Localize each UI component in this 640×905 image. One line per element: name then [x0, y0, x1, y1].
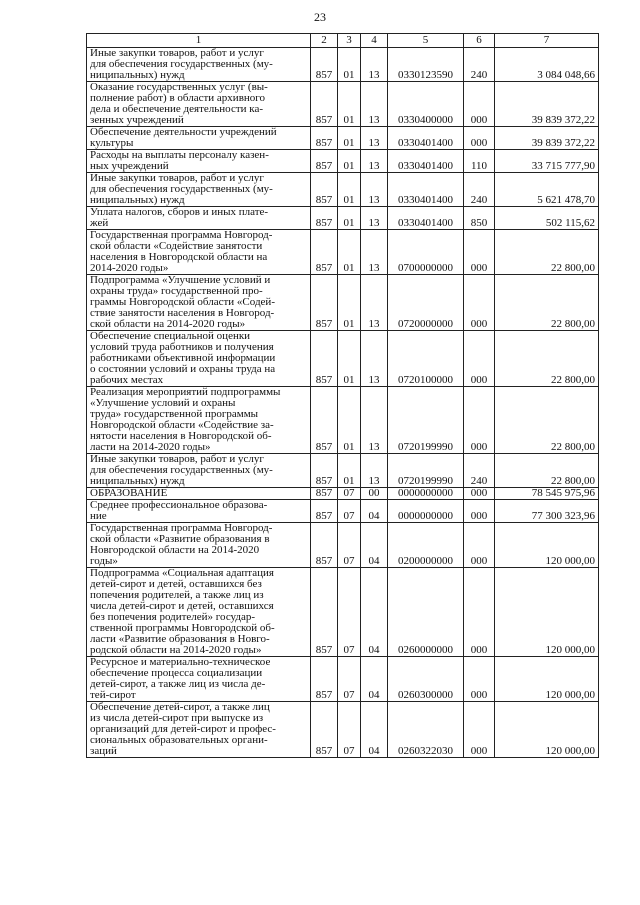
description-line: труда» государственной программы — [90, 408, 259, 420]
subsection-code-cell: 13 — [361, 48, 388, 82]
section-code-cell: 07 — [338, 657, 361, 702]
description-line: ниципальных) нужд — [90, 194, 185, 206]
admin-code-cell: 857 — [311, 150, 338, 173]
description-line: организаций для детей-сирот и профес- — [90, 723, 276, 735]
row-description — [87, 48, 311, 82]
admin-code-cell: 857 — [311, 82, 338, 127]
amount-cell: 22 800,00 — [495, 331, 599, 387]
section-code-cell: 07 — [338, 568, 361, 657]
table-row — [87, 275, 599, 331]
subsection-code-cell: 13 — [361, 127, 388, 150]
description-line: годы» — [90, 555, 118, 567]
description-line: для обеспечения государственных (му- — [90, 183, 273, 195]
description-line: Новгородской области на 2014-2020 — [90, 544, 260, 556]
target-article-cell: 0260300000 — [388, 657, 464, 702]
description-line: обеспечение процесса социализации — [90, 667, 263, 679]
description-line: ласти «Развитие образования в Новго- — [90, 633, 270, 645]
column-header: 1 — [87, 34, 311, 48]
description-line: детей-сирот, а также лиц из числа де- — [90, 678, 266, 690]
description-line: ниципальных) нужд — [90, 69, 185, 81]
admin-code-cell: 857 — [311, 702, 338, 758]
section-code-cell: 01 — [338, 150, 361, 173]
row-description — [87, 127, 311, 150]
description-line: Обеспечение специальной оценки — [90, 330, 251, 342]
amount-cell: 502 115,62 — [495, 207, 599, 230]
target-article-cell: 0330400000 — [388, 82, 464, 127]
column-header: 5 — [388, 34, 464, 48]
expense-type-cell: 000 — [464, 500, 495, 523]
description-line: граммы Новгородской области «Содей- — [90, 296, 275, 308]
row-description — [87, 568, 311, 657]
description-line: дела и обеспечение деятельности ка- — [90, 103, 263, 115]
target-article-cell: 0330401400 — [388, 173, 464, 207]
description-line: для обеспечения государственных (му- — [90, 58, 273, 70]
table-row — [87, 500, 599, 523]
admin-code-cell: 857 — [311, 568, 338, 657]
description-line: рабочих местах — [90, 374, 164, 386]
admin-code-cell: 857 — [311, 454, 338, 488]
target-article-cell: 0260000000 — [388, 568, 464, 657]
row-description — [87, 500, 311, 523]
column-header: 7 — [495, 34, 599, 48]
table-row — [87, 230, 599, 275]
table-row — [87, 48, 599, 82]
description-line: Уплата налогов, сборов и иных плате- — [90, 206, 269, 218]
target-article-cell: 0000000000 — [388, 500, 464, 523]
description-line: детей-сирот и детей, оставшихся без — [90, 578, 262, 590]
table-row — [87, 150, 599, 173]
amount-cell: 120 000,00 — [495, 568, 599, 657]
table-row — [87, 568, 599, 657]
table-row — [87, 702, 599, 758]
description-line: Обеспечение деятельности учреждений — [90, 126, 277, 138]
target-article-cell: 0200000000 — [388, 523, 464, 568]
description-line: Среднее профессиональное образова- — [90, 499, 268, 511]
expense-type-cell: 110 — [464, 150, 495, 173]
row-description — [87, 702, 311, 758]
section-code-cell: 01 — [338, 331, 361, 387]
description-line: культуры — [90, 137, 134, 149]
amount-cell: 22 800,00 — [495, 275, 599, 331]
section-code-cell: 07 — [338, 702, 361, 758]
description-line: населения в Новгородской области на — [90, 251, 268, 263]
subsection-code-cell: 13 — [361, 230, 388, 275]
section-code-cell: 01 — [338, 454, 361, 488]
admin-code-cell: 857 — [311, 488, 338, 500]
section-code-cell: 01 — [338, 387, 361, 454]
amount-cell: 33 715 777,90 — [495, 150, 599, 173]
expense-type-cell: 000 — [464, 568, 495, 657]
table-row — [87, 387, 599, 454]
description-line: без попечения родителей» государ- — [90, 611, 256, 623]
section-code-cell: 01 — [338, 127, 361, 150]
subsection-code-cell: 13 — [361, 82, 388, 127]
section-code-cell: 07 — [338, 523, 361, 568]
target-article-cell: 0330401400 — [388, 150, 464, 173]
row-description — [87, 150, 311, 173]
header-row — [87, 34, 599, 48]
description-line: Государственная программа Новгород- — [90, 229, 273, 241]
target-article-cell: 0720100000 — [388, 331, 464, 387]
description-line: ласти на 2014-2020 годы» — [90, 441, 211, 453]
description-line: Подпрограмма «Улучшение условий и — [90, 274, 271, 286]
amount-cell: 22 800,00 — [495, 387, 599, 454]
description-line: жей — [90, 217, 109, 229]
description-line: ниципальных) нужд — [90, 475, 185, 487]
subsection-code-cell: 13 — [361, 275, 388, 331]
column-header: 4 — [361, 34, 388, 48]
subsection-code-cell: 04 — [361, 523, 388, 568]
expense-type-cell: 850 — [464, 207, 495, 230]
subsection-code-cell: 13 — [361, 331, 388, 387]
admin-code-cell: 857 — [311, 48, 338, 82]
target-article-cell: 0720199990 — [388, 454, 464, 488]
subsection-code-cell: 04 — [361, 500, 388, 523]
table-row — [87, 207, 599, 230]
expense-type-cell: 000 — [464, 387, 495, 454]
admin-code-cell: 857 — [311, 657, 338, 702]
expense-type-cell: 000 — [464, 488, 495, 500]
row-description — [87, 275, 311, 331]
subsection-code-cell: 13 — [361, 387, 388, 454]
admin-code-cell: 857 — [311, 500, 338, 523]
expense-type-cell: 240 — [464, 48, 495, 82]
description-line: ствие занятости населения в Новгород- — [90, 307, 275, 319]
target-article-cell: 0000000000 — [388, 488, 464, 500]
amount-cell: 22 800,00 — [495, 454, 599, 488]
row-description — [87, 523, 311, 568]
expense-type-cell: 000 — [464, 230, 495, 275]
description-line: Подпрограмма «Социальная адаптация — [90, 567, 274, 579]
amount-cell: 22 800,00 — [495, 230, 599, 275]
row-description — [87, 488, 311, 500]
description-line: Иные закупки товаров, работ и услуг — [90, 453, 264, 465]
description-line: ской области «Развитие образования в — [90, 533, 270, 545]
admin-code-cell: 857 — [311, 523, 338, 568]
row-description — [87, 207, 311, 230]
admin-code-cell: 857 — [311, 127, 338, 150]
admin-code-cell: 857 — [311, 230, 338, 275]
expense-type-cell: 000 — [464, 331, 495, 387]
description-line: работниками объективной информации — [90, 352, 276, 364]
expense-type-cell: 000 — [464, 657, 495, 702]
expense-type-cell: 000 — [464, 275, 495, 331]
row-description — [87, 657, 311, 702]
description-line: Оказание государственных услуг (вы- — [90, 81, 268, 93]
description-line: условий труда работников и получения — [90, 341, 274, 353]
row-description — [87, 331, 311, 387]
description-line: Иные закупки товаров, работ и услуг — [90, 172, 264, 184]
subsection-code-cell: 04 — [361, 702, 388, 758]
section-code-cell: 01 — [338, 275, 361, 331]
row-description — [87, 230, 311, 275]
row-description — [87, 82, 311, 127]
table-row — [87, 173, 599, 207]
row-description — [87, 387, 311, 454]
amount-cell: 120 000,00 — [495, 657, 599, 702]
section-code-cell: 01 — [338, 82, 361, 127]
amount-cell: 77 300 323,96 — [495, 500, 599, 523]
description-line: попечения родителей, а также лиц из — [90, 589, 264, 601]
section-code-cell: 07 — [338, 500, 361, 523]
expense-type-cell: 000 — [464, 127, 495, 150]
budget-table — [86, 33, 599, 758]
table-row — [87, 523, 599, 568]
description-line: Расходы на выплаты персоналу казен- — [90, 149, 269, 161]
table-row — [87, 82, 599, 127]
target-article-cell: 0330401400 — [388, 207, 464, 230]
column-header: 6 — [464, 34, 495, 48]
expense-type-cell: 000 — [464, 702, 495, 758]
row-description — [87, 173, 311, 207]
description-line: тей-сирот — [90, 689, 136, 701]
subsection-code-cell: 04 — [361, 568, 388, 657]
section-code-cell: 01 — [338, 48, 361, 82]
description-line: нятости населения в Новгородской об- — [90, 430, 272, 442]
section-code-cell: 07 — [338, 488, 361, 500]
admin-code-cell: 857 — [311, 173, 338, 207]
table-body — [87, 48, 599, 758]
description-line: числа детей-сирот и детей, оставшихся — [90, 600, 274, 612]
target-article-cell: 0330401400 — [388, 127, 464, 150]
subsection-code-cell: 04 — [361, 657, 388, 702]
amount-cell: 5 621 478,70 — [495, 173, 599, 207]
admin-code-cell: 857 — [311, 275, 338, 331]
description-line: заций — [90, 745, 117, 757]
table-row — [87, 657, 599, 702]
description-line: для обеспечения государственных (му- — [90, 464, 273, 476]
section-code-cell: 01 — [338, 173, 361, 207]
table-row — [87, 331, 599, 387]
description-line: ОБРАЗОВАНИЕ — [90, 487, 168, 499]
expense-type-cell: 000 — [464, 82, 495, 127]
expense-type-cell: 000 — [464, 523, 495, 568]
description-line: зенных учреждений — [90, 114, 184, 126]
amount-cell: 39 839 372,22 — [495, 127, 599, 150]
expense-type-cell: 240 — [464, 454, 495, 488]
column-header: 3 — [338, 34, 361, 48]
column-header: 2 — [311, 34, 338, 48]
amount-cell: 120 000,00 — [495, 523, 599, 568]
description-line: охраны труда» государственной про- — [90, 285, 263, 297]
description-line: Государственная программа Новгород- — [90, 522, 273, 534]
admin-code-cell: 857 — [311, 207, 338, 230]
amount-cell: 120 000,00 — [495, 702, 599, 758]
description-line: Ресурсное и материально-техническое — [90, 656, 271, 668]
table-row — [87, 454, 599, 488]
target-article-cell: 0720000000 — [388, 275, 464, 331]
amount-cell: 39 839 372,22 — [495, 82, 599, 127]
section-code-cell: 01 — [338, 207, 361, 230]
section-code-cell: 01 — [338, 230, 361, 275]
description-line: Реализация мероприятий подпрограммы — [90, 386, 281, 398]
description-line: ской области на 2014-2020 годы» — [90, 318, 246, 330]
table-row — [87, 127, 599, 150]
description-line: сиональных образовательных органи- — [90, 734, 268, 746]
description-line: ственной программы Новгородской об- — [90, 622, 275, 634]
description-line: Обеспечение детей-сирот, а также лиц — [90, 701, 270, 713]
subsection-code-cell: 13 — [361, 173, 388, 207]
subsection-code-cell: 00 — [361, 488, 388, 500]
subsection-code-cell: 13 — [361, 207, 388, 230]
description-line: «Улучшение условий и охраны — [90, 397, 236, 409]
description-line: о состоянии условий и охраны труда на — [90, 363, 276, 375]
subsection-code-cell: 13 — [361, 454, 388, 488]
subsection-code-cell: 13 — [361, 150, 388, 173]
target-article-cell: 0330123590 — [388, 48, 464, 82]
row-description — [87, 454, 311, 488]
description-line: Иные закупки товаров, работ и услуг — [90, 47, 264, 59]
table-row — [87, 488, 599, 500]
admin-code-cell: 857 — [311, 387, 338, 454]
target-article-cell: 0260322030 — [388, 702, 464, 758]
page-number: 23 — [314, 10, 326, 24]
amount-cell: 3 084 048,66 — [495, 48, 599, 82]
description-line: полнение работ) в области архивного — [90, 92, 266, 104]
description-line: ных учреждений — [90, 160, 169, 172]
description-line: 2014-2020 годы» — [90, 262, 169, 274]
description-line: Новгородской области «Содействие за- — [90, 419, 274, 431]
target-article-cell: 0700000000 — [388, 230, 464, 275]
description-line: ской области «Содействие занятости — [90, 240, 263, 252]
description-line: ние — [90, 510, 107, 522]
expense-type-cell: 240 — [464, 173, 495, 207]
amount-cell: 78 545 975,96 — [495, 488, 599, 500]
admin-code-cell: 857 — [311, 331, 338, 387]
description-line: из числа детей-сирот при выпуске из — [90, 712, 264, 724]
description-line: родской области на 2014-2020 годы» — [90, 644, 262, 656]
target-article-cell: 0720199990 — [388, 387, 464, 454]
